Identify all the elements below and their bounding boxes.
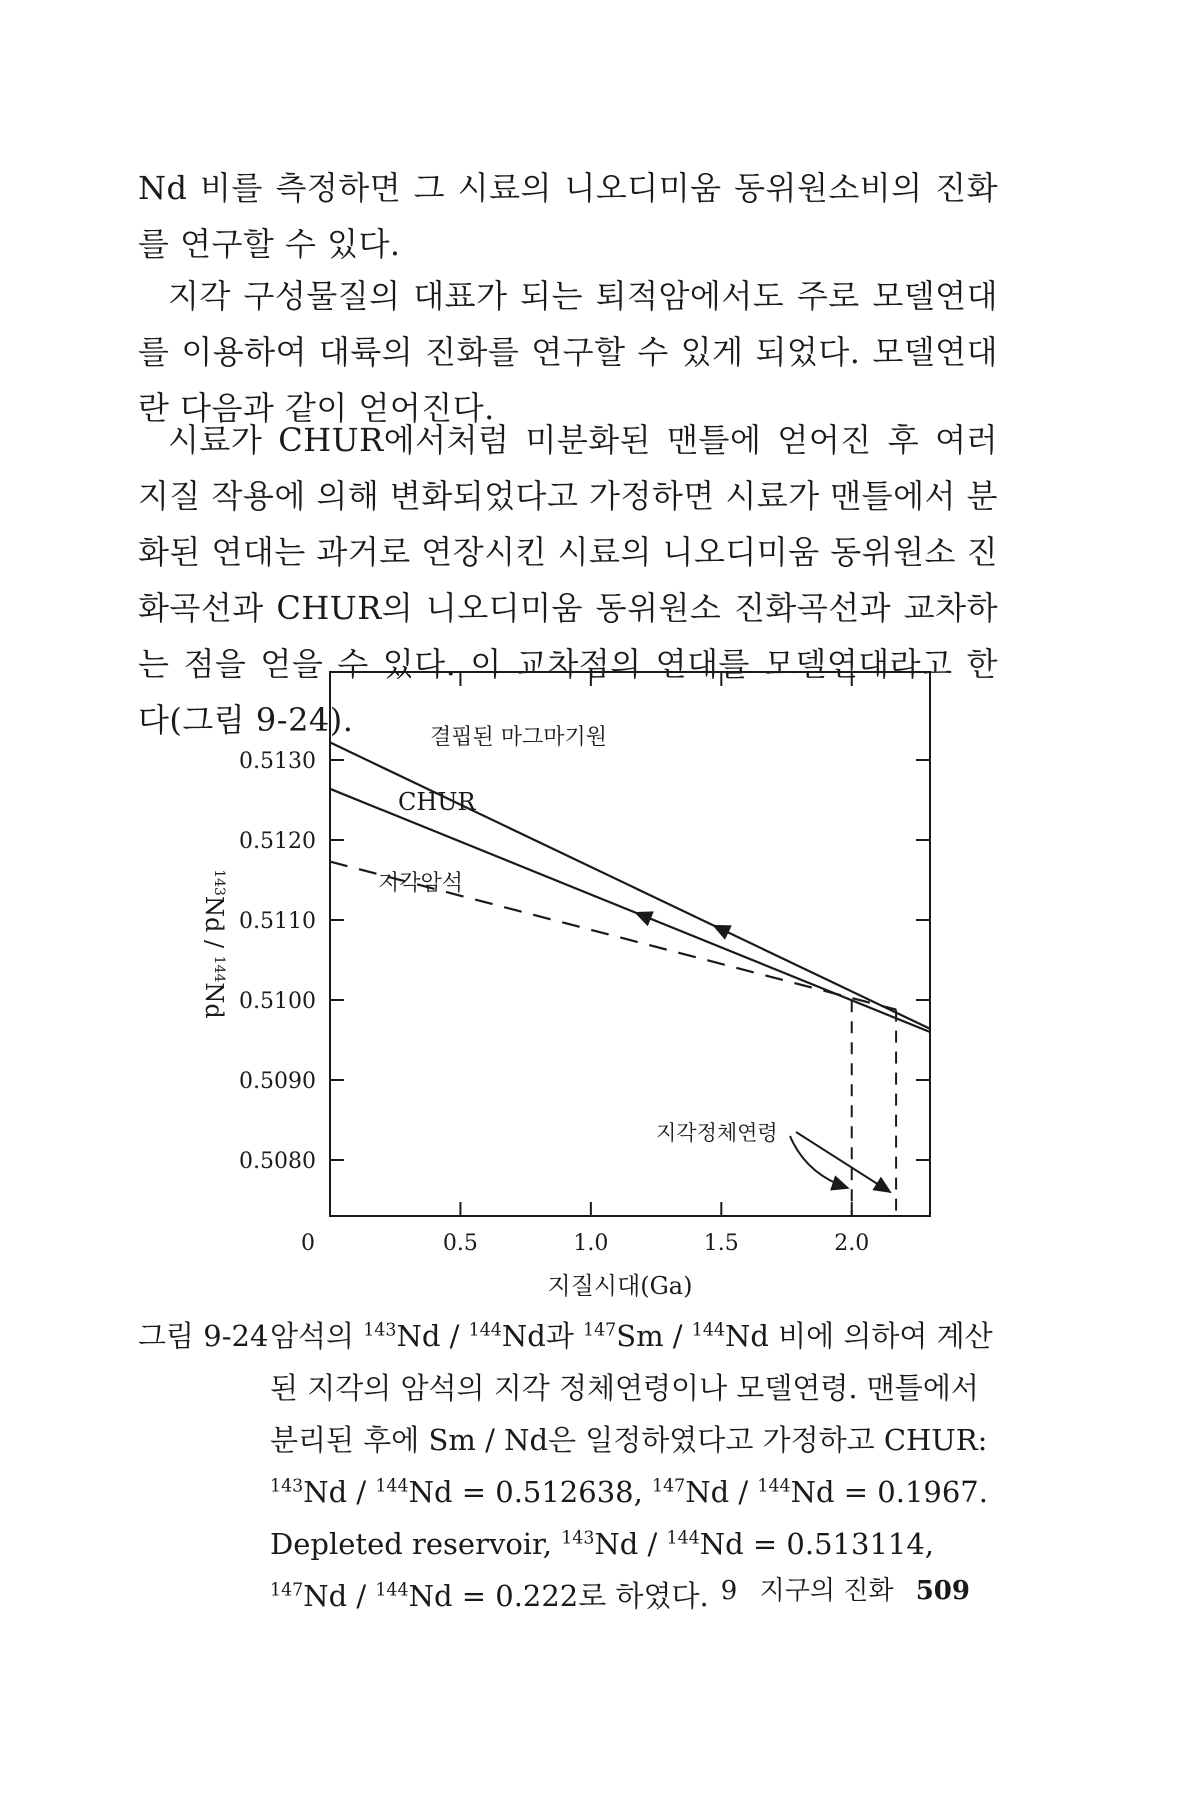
- caption-label: 그림 9-24: [138, 1319, 269, 1353]
- y-tick-label: 0.5120: [239, 829, 316, 854]
- chapter-title: 지구의 진화: [759, 1576, 894, 1606]
- figure-9-24: [0, 660, 1200, 1300]
- y-tick-label: 0.5090: [239, 1069, 316, 1094]
- annotation-arrow: [796, 1132, 890, 1192]
- crustal-residence-age-label: 지각정체연령: [656, 1121, 778, 1145]
- crust-rock-label: 지각암석: [378, 871, 464, 896]
- x-tick-label: 0: [301, 1231, 315, 1256]
- y-tick-label: 0.5110: [239, 909, 316, 934]
- paragraph-2: 지각 구성물질의 대표가 되는 퇴적암에서도 주로 모델연대를 이용하여 대륙의 진화를 연구할 수 있게 되었다. 모델연대란 다음과 같이 얻어진다.: [138, 277, 998, 427]
- page-number: 509: [915, 1576, 970, 1606]
- depleted-magma-label: 결핍된 마그마기원: [430, 725, 608, 750]
- y-tick-label: 0.5130: [239, 749, 316, 774]
- x-tick-label: 1.5: [703, 1231, 739, 1256]
- chur-label: CHUR: [398, 788, 476, 816]
- y-tick-label: 0.5100: [239, 989, 316, 1014]
- nd-evolution-chart: [0, 660, 1200, 1300]
- svg-text:143Nd / 144Nd: $^{143}$Nd / $^{144}$Nd: [200, 869, 228, 1019]
- paragraph-3: 시료가 CHUR에서처럼 미분화된 맨틀에 얻어진 후 여러 지질 작용에 의해 변화되었다고 가정하면 시료가 맨틀에서 분화된 연대는 과거로 연장시킨 시료의 니오디미움 동위원소 진화곡선과 CHUR의 니오디미움 동위원소 진화곡선과 교차하는 점을 얻을 수 있다. 이 교차점의 연대를 모델연대라고 한다(그림 9-24).: [138, 421, 999, 739]
- x-axis-label: 지질시대(Ga): [547, 1272, 693, 1300]
- chur-arrow: [636, 913, 648, 918]
- paragraph-1: Nd 비를 측정하면 그 시료의 니오디미움 동위원소비의 진화를 연구할 수 있다.: [138, 169, 998, 263]
- plot-frame: [330, 672, 930, 1216]
- caption-text: 암석의 $^{143}$Nd / $^{144}$Nd과 $^{147}$Sm / $^{144}$Nd 비에 의하여 계산된 지각의 암석의 지각 정체연령이나 모델연령. 맨틀에서 분리된 후에 Sm / Nd은 일정하였다고 가정하고 CHUR: $^{143}$Nd / $^{144}$Nd = 0.512638, $^{147}$Nd / $^{144}$Nd = 0.1967. Depleted reservoir, $^{143}$Nd / $^{144}$Nd = 0.513114, $^{147}$Nd / $^{144}$Nd = 0.222로 하였다.: [270, 1319, 993, 1613]
- y-axis-label: [200, 869, 228, 1019]
- annotation-arrow: [790, 1136, 848, 1188]
- x-tick-label: 1.0: [573, 1231, 609, 1256]
- x-tick-label: 0.5: [442, 1231, 478, 1256]
- y-tick-label: 0.5080: [239, 1149, 316, 1174]
- page-footer: [707, 1570, 970, 1607]
- depleted-arrow: [714, 926, 726, 932]
- chapter-number: 9: [720, 1576, 738, 1606]
- x-tick-label: 2.0: [834, 1231, 870, 1256]
